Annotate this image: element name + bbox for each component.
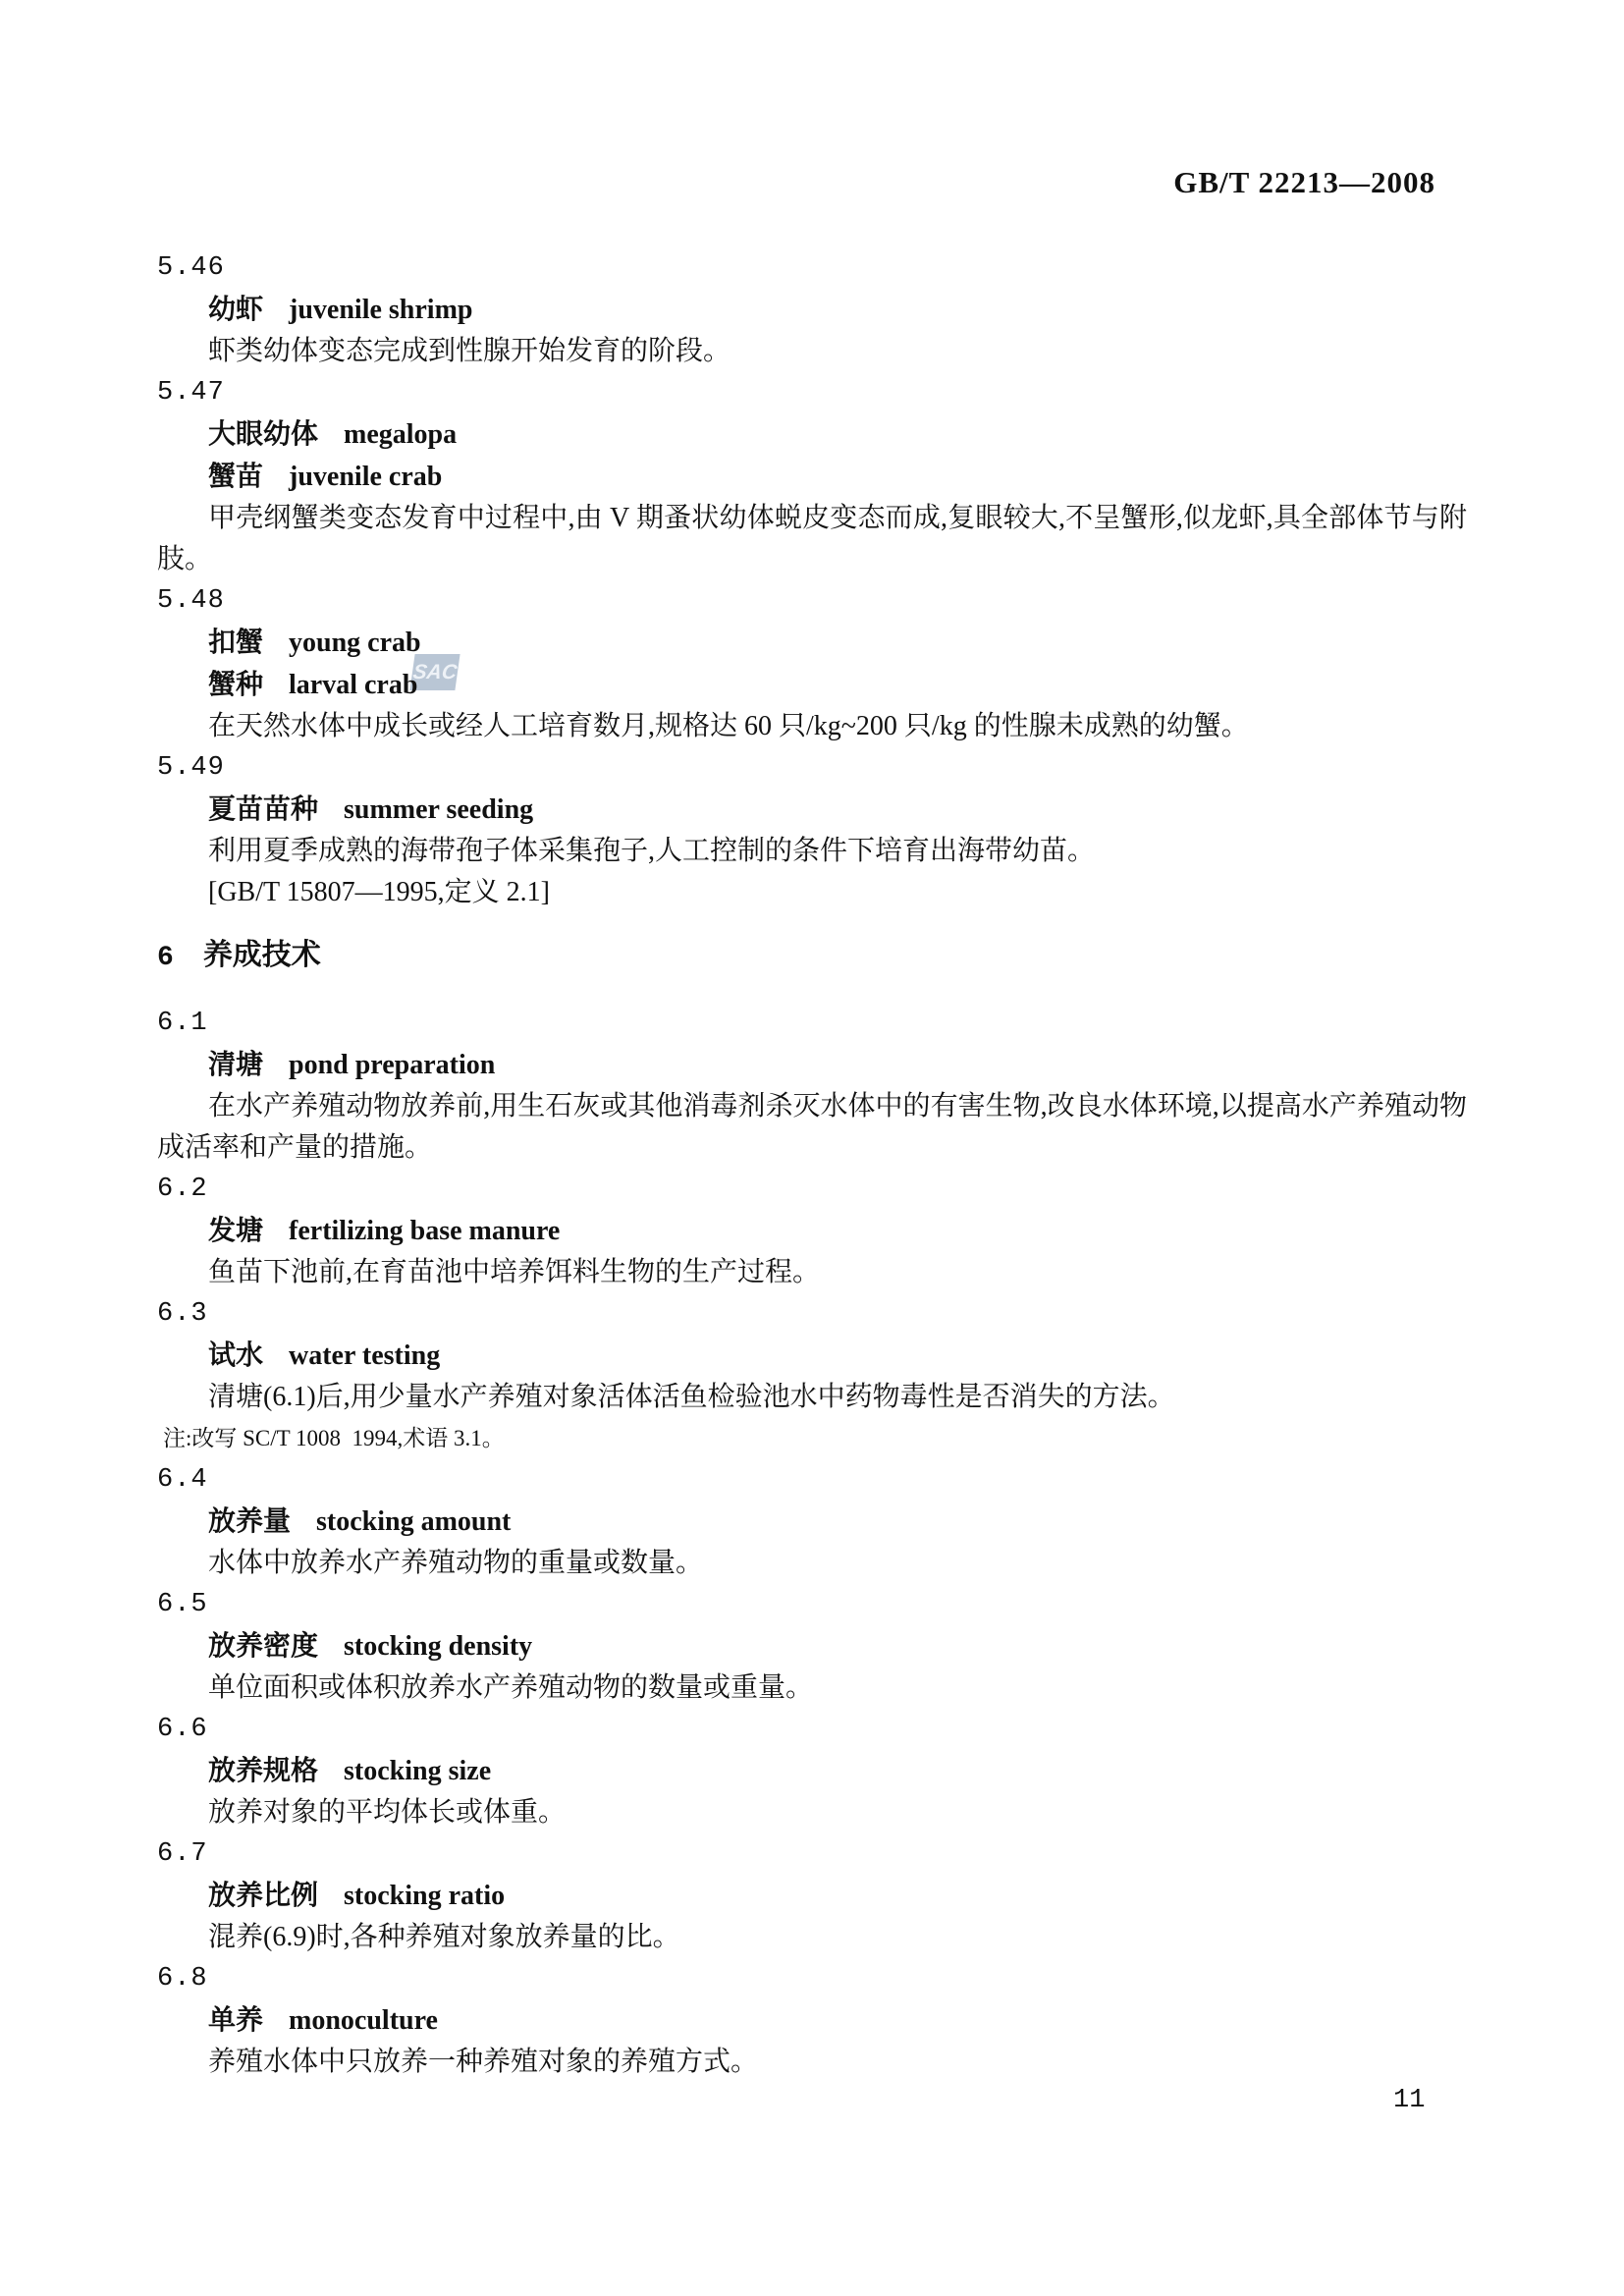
section-number: 5.49 xyxy=(157,753,225,783)
definition: 在天然水体中成长或经人工培育数月,规格达 60 只/kg~200 只/kg 的性腺未成熟的幼蟹。 xyxy=(208,711,1249,741)
term-line xyxy=(157,1044,1467,1086)
term-line xyxy=(157,1999,1467,2042)
term-line xyxy=(157,1501,1467,1543)
term-en: stocking ratio xyxy=(344,1881,506,1911)
definition: 混养(6.9)时,各种养殖对象放养量的比。 xyxy=(208,1922,680,1952)
term-zh: 蟹种 xyxy=(208,669,264,699)
term-entry xyxy=(157,372,1467,580)
term-entry xyxy=(157,1584,1467,1709)
term-line xyxy=(157,1625,1467,1667)
term-line xyxy=(157,1875,1467,1917)
term-entry xyxy=(157,580,1467,747)
definition: 放养对象的平均体长或体重。 xyxy=(208,1797,567,1828)
term-zh: 夏苗苗种 xyxy=(208,793,319,824)
term-en: monoculture xyxy=(289,2005,438,2036)
section-number: 5.47 xyxy=(157,378,225,408)
term-entry xyxy=(157,1833,1467,1958)
term-entry xyxy=(157,1293,1467,1459)
term-en: megalopa xyxy=(344,419,458,450)
content xyxy=(157,247,1467,2083)
term-en: summer seeding xyxy=(344,794,534,825)
term-line xyxy=(157,789,1467,831)
definition: 单位面积或体积放养水产养殖动物的数量或重量。 xyxy=(208,1672,814,1703)
term-entry xyxy=(157,247,1467,372)
section-number: 6.4 xyxy=(157,1465,208,1495)
document-code: GB/T 22213—2008 xyxy=(1173,165,1435,199)
definition: 养殖水体中只放养一种养殖对象的养殖方式。 xyxy=(208,2047,759,2077)
term-en: fertilizing base manure xyxy=(289,1216,561,1246)
term-en: larval crab xyxy=(289,670,418,700)
term-zh: 清塘 xyxy=(208,1049,264,1079)
section-number: 6.7 xyxy=(157,1839,208,1869)
page-number: 11 xyxy=(1393,2086,1426,2115)
sac-watermark: SAC xyxy=(409,654,460,690)
term-line xyxy=(157,1335,1467,1377)
definition: 水体中放养水产养殖动物的重量或数量。 xyxy=(208,1548,704,1578)
term-zh: 放养量 xyxy=(208,1505,292,1536)
term-zh: 大眼幼体 xyxy=(208,418,319,449)
term-zh: 试水 xyxy=(208,1339,264,1370)
term-zh: 放养比例 xyxy=(208,1880,319,1910)
definition: 虾类幼体变态完成到性腺开始发育的阶段。 xyxy=(208,336,731,366)
source-reference: [GB/T 15807—1995,定义 2.1] xyxy=(208,877,550,907)
definition: 甲壳纲蟹类变态发育中过程中,由 V 期蚤状幼体蜕皮变态而成,复眼较大,不呈蟹形,似龙虾,具全部体节与附肢。 xyxy=(157,503,1467,574)
term-zh: 单养 xyxy=(208,2004,264,2035)
section-number: 6.5 xyxy=(157,1590,208,1619)
chapter-number: 6 xyxy=(157,943,174,973)
term-zh: 放养密度 xyxy=(208,1630,319,1661)
term-en: juvenile shrimp xyxy=(289,295,473,325)
term-zh: 扣蟹 xyxy=(208,627,264,657)
definition: 鱼苗下池前,在育苗池中培养饵料生物的生产过程。 xyxy=(208,1257,821,1287)
section-number: 6.6 xyxy=(157,1715,208,1744)
term-entry xyxy=(157,747,1467,913)
note: 注:改写 SC/T 1008 1994,术语 3.1。 xyxy=(163,1426,505,1450)
term-en: water testing xyxy=(289,1340,441,1371)
chapter-title: 养成技术 xyxy=(202,939,321,971)
term-entry xyxy=(157,1958,1467,2083)
term-zh: 发塘 xyxy=(208,1215,264,1245)
term-entry xyxy=(157,1003,1467,1169)
section-number: 5.46 xyxy=(157,253,225,283)
term-line xyxy=(157,664,1467,706)
section-number: 6.1 xyxy=(157,1009,208,1038)
definition: 在水产养殖动物放养前,用生石灰或其他消毒剂杀灭水体中的有害生物,改良水体环境,以提高水产养殖动物成活率和产量的措施。 xyxy=(157,1091,1467,1163)
section-number: 6.3 xyxy=(157,1299,208,1329)
chapter-heading xyxy=(157,935,1467,979)
term-en: stocking size xyxy=(344,1756,492,1786)
definition: 利用夏季成熟的海带孢子体采集孢子,人工控制的条件下培育出海带幼苗。 xyxy=(208,836,1096,866)
term-zh: 蟹苗 xyxy=(208,461,264,491)
term-en: juvenile crab xyxy=(289,462,443,492)
term-en: stocking density xyxy=(344,1631,533,1662)
definition: 清塘(6.1)后,用少量水产养殖对象活体活鱼检验池水中药物毒性是否消失的方法。 xyxy=(208,1382,1175,1412)
term-en: young crab xyxy=(289,628,421,658)
term-line xyxy=(157,1210,1467,1252)
section-number: 6.8 xyxy=(157,1964,208,1994)
section-number: 6.2 xyxy=(157,1175,208,1204)
term-entry xyxy=(157,1459,1467,1584)
term-line xyxy=(157,456,1467,498)
term-zh: 放养规格 xyxy=(208,1755,319,1785)
term-entry xyxy=(157,1709,1467,1833)
term-zh: 幼虾 xyxy=(208,294,264,324)
term-en: pond preparation xyxy=(289,1050,496,1080)
term-line xyxy=(157,289,1467,331)
section-number: 5.48 xyxy=(157,586,225,616)
term-line xyxy=(157,622,1467,664)
term-line xyxy=(157,1750,1467,1792)
term-line xyxy=(157,413,1467,456)
term-entry xyxy=(157,1169,1467,1293)
term-en: stocking amount xyxy=(316,1506,512,1537)
